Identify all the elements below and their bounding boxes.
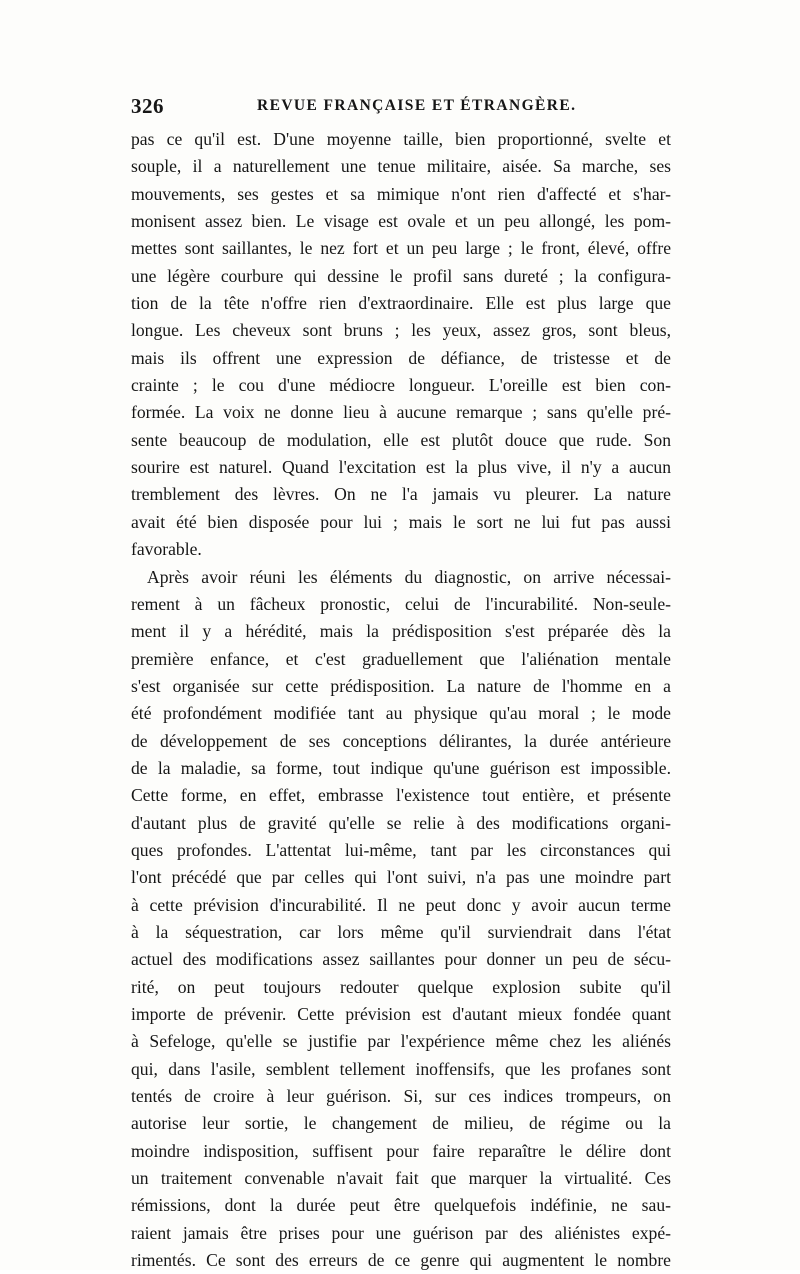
text-line: importe de prévenir. Cette prévision est d'autant mieux fondée quant: [131, 1004, 671, 1024]
running-head: [131, 94, 671, 124]
text-line: formée. La voix ne donne lieu à aucune remarque ; sans qu'elle pré-: [131, 402, 671, 423]
text-line: pas ce qu'il est. D'une moyenne taille, bien proportionné, svelte et: [131, 129, 671, 149]
text-line: rité, on peut toujours redouter quelque explosion subite qu'il: [131, 976, 671, 997]
text-line: crainte ; le cou d'une médiocre longueur. L'oreille est bien con-: [131, 375, 671, 396]
text-line: tion de la tête n'offre rien d'extraordinaire. Elle est plus large que: [131, 293, 671, 314]
body-text: [131, 126, 671, 1274]
text-line: ment il y a hérédité, mais la prédisposition s'est préparée dès la: [131, 621, 671, 642]
text-line: ques profondes. L'attentat lui-même, tant par les circonstances qui: [131, 839, 671, 860]
text-line: une légère courbure qui dessine le profil sans dureté ; la configura-: [131, 265, 671, 286]
text-line: sourire est naturel. Quand l'excitation est la plus vive, il n'y a aucun: [131, 457, 671, 478]
text-line: mouvements, ses gestes et sa mimique n'ont rien d'affecté et s'har-: [131, 183, 671, 204]
text-line: de la maladie, sa forme, tout indique qu'une guérison est impossible.: [131, 757, 671, 778]
text-line: tremblement des lèvres. On ne l'a jamais vu pleurer. La nature: [131, 484, 671, 505]
text-line: rement à un fâcheux pronostic, celui de l'incurabilité. Non-seule-: [131, 593, 671, 614]
text-line: Cette forme, en effet, embrasse l'existence tout entière, et présente: [131, 785, 671, 806]
text-line: raient jamais être prises pour une guérison par des aliénistes expé-: [131, 1222, 671, 1243]
text-line: mais ils offrent une expression de défiance, de tristesse et de: [131, 347, 671, 368]
text-line: été profondément modifiée tant au physique qu'au moral ; le mode: [131, 703, 671, 724]
text-line: l'ont précédé que par celles qui l'ont suivi, n'a pas une moindre part: [131, 867, 671, 888]
text-line: actuel des modifications assez saillantes pour donner un peu de sécu-: [131, 949, 671, 970]
text-line: à cette prévision d'incurabilité. Il ne peut donc y avoir aucun terme: [131, 894, 671, 915]
text-line: avait été bien disposée pour lui ; mais le sort ne lui fut pas aussi: [131, 511, 671, 532]
text-line: moindre indisposition, suffisent pour faire reparaître le délire dont: [131, 1140, 671, 1161]
text-line: rimentés. Ce sont des erreurs de ce genre qui augmentent le nombre: [131, 1250, 671, 1271]
text-line: s'est organisée sur cette prédisposition. La nature de l'homme en a: [131, 675, 671, 696]
text-line: mettes sont saillantes, le nez fort et un peu large ; le front, élevé, offre: [131, 238, 671, 259]
text-line: tentés de croire à leur guérison. Si, sur ces indices trompeurs, on: [131, 1086, 671, 1107]
text-line: à la séquestration, car lors même qu'il surviendrait dans l'état: [131, 921, 671, 942]
paragraph-end-line: favorable.: [131, 539, 202, 560]
text-line: qui, dans l'asile, semblent tellement inoffensifs, que les profanes sont: [131, 1058, 671, 1079]
text-line: sente beaucoup de modulation, elle est plutôt douce que rude. Son: [131, 429, 671, 450]
text-line: de développement de ses conceptions délirantes, la durée antérieure: [131, 730, 671, 751]
text-line: d'autant plus de gravité qu'elle se relie à des modifications organi-: [131, 812, 671, 833]
paragraph-start-line: Après avoir réuni les éléments du diagnostic, on arrive nécessai-: [147, 566, 671, 587]
text-line: à Sefeloge, qu'elle se justifie par l'expérience même chez les aliénés: [131, 1031, 671, 1052]
text-line: monisent assez bien. Le visage est ovale et un peu allongé, les pom-: [131, 211, 671, 232]
journal-title: REVUE FRANÇAISE ET ÉTRANGÈRE.: [257, 97, 577, 114]
text-line: autorise leur sortie, le changement de milieu, de régime ou la: [131, 1113, 671, 1134]
text-line: un traitement convenable n'avait fait que marquer la virtualité. Ces: [131, 1168, 671, 1189]
text-line: souple, il a naturellement une tenue militaire, aisée. Sa marche, ses: [131, 156, 671, 177]
text-line: rémissions, dont la durée peut être quelquefois indéfinie, ne sau-: [131, 1195, 671, 1216]
text-line: longue. Les cheveux sont bruns ; les yeux, assez gros, sont bleus,: [131, 320, 671, 341]
text-line: première enfance, et c'est graduellement que l'aliénation mentale: [131, 648, 671, 669]
page-number: 326: [131, 94, 164, 118]
